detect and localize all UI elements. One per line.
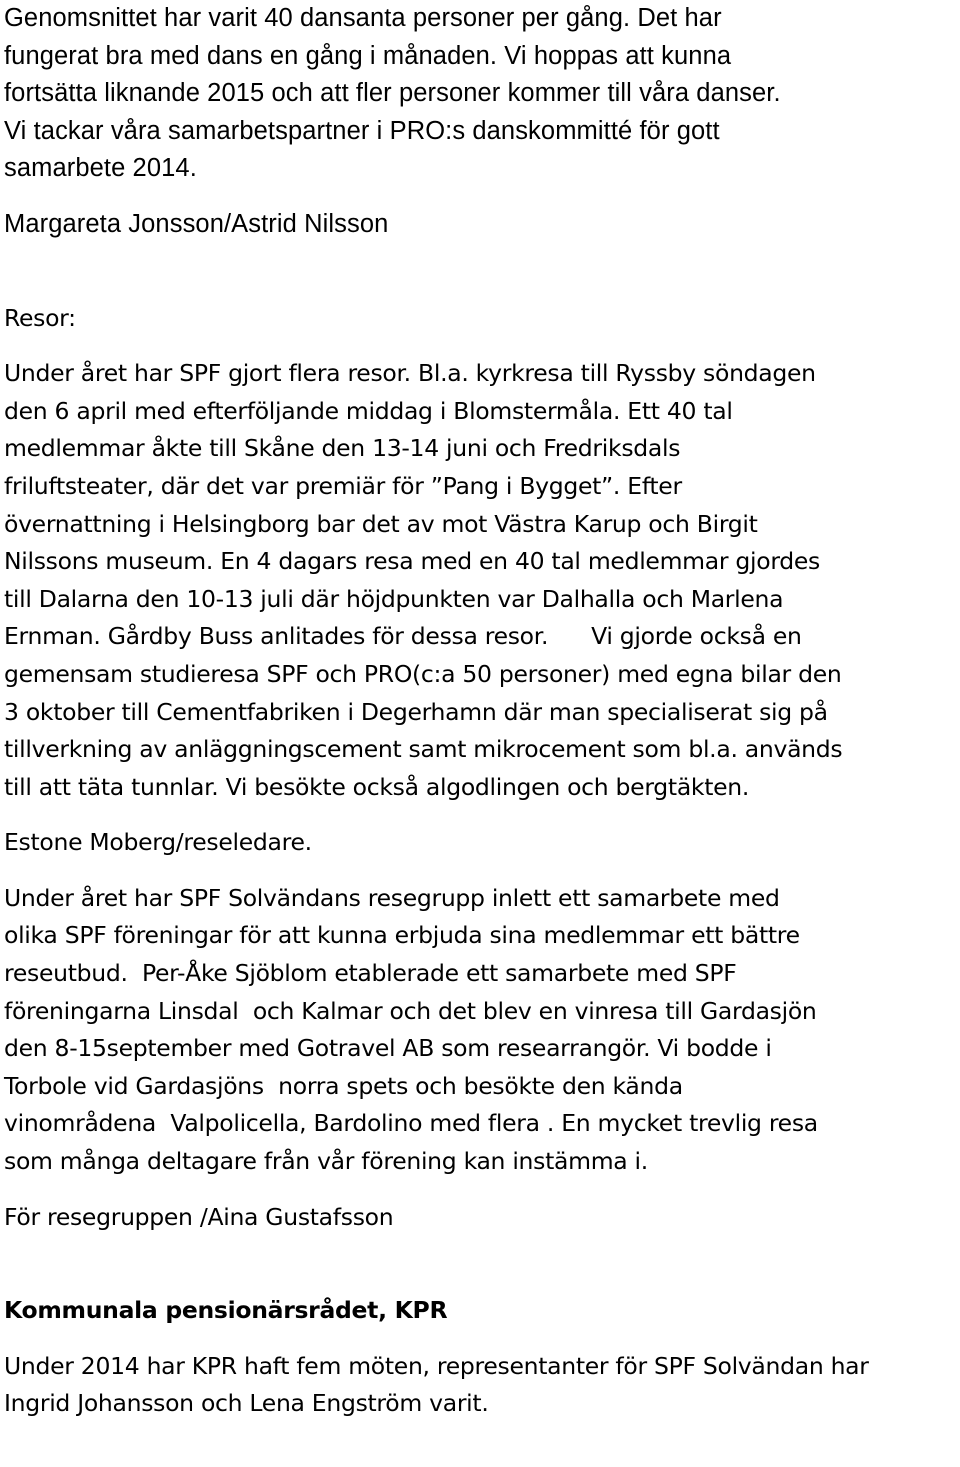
text-line: den 6 april med efterföljande middag i Blomstermåla. Ett 40 tal: [4, 396, 733, 425]
text-line: som många deltagare från vår förening kan instämma i.: [4, 1147, 648, 1176]
text-line: reseutbud. Per-Åke Sjöblom etablerade ett samarbete med SPF: [4, 959, 737, 988]
kpr-heading: Kommunala pensionärsrådet, KPR: [4, 1296, 448, 1325]
document-page: [4, 0, 956, 1423]
text-line: friluftsteater, där det var premiär för ”Pang i Bygget”. Efter: [4, 471, 682, 500]
spacer: [4, 1181, 956, 1199]
text-line: övernattning i Helsingborg bar det av mot Västra Karup och Birgit: [4, 509, 758, 538]
spacer: [4, 1236, 956, 1292]
text-line: till att täta tunnlar. Vi besökte också algodlingen och bergtäkten.: [4, 772, 750, 801]
kpr-paragraph: [4, 1348, 956, 1423]
spacer: [4, 337, 956, 355]
text-line: tillverkning av anläggningscement samt mikrocement som bl.a. används: [4, 735, 843, 764]
text-line: till Dalarna den 10-13 juli där höjdpunkten var Dalhalla och Marlena: [4, 584, 784, 613]
dance-paragraph: [4, 0, 956, 188]
text-line: olika SPF föreningar för att kunna erbjuda sina medlemmar ett bättre: [4, 921, 800, 950]
spacer: [4, 862, 956, 880]
text-line: Under 2014 har KPR haft fem möten, representanter för SPF Solvändan har: [4, 1351, 869, 1380]
text-line: gemensam studieresa SPF och PRO(c:a 50 personer) med egna bilar den: [4, 659, 842, 688]
spacer: [4, 244, 956, 300]
text-line: Ingrid Johansson och Lena Engström varit.: [4, 1389, 489, 1418]
text-line: vinområdena Valpolicella, Bardolino med flera . En mycket trevlig resa: [4, 1109, 818, 1138]
text-line: Ernman. Gårdby Buss anlitades för dessa resor. Vi gjorde också en: [4, 622, 802, 651]
travel-paragraph-2: [4, 880, 956, 1181]
text-line: Torbole vid Gardasjöns norra spets och besökte den kända: [4, 1071, 683, 1100]
text-line: fungerat bra med dans en gång i månaden. Vi hoppas att kunna: [4, 41, 732, 70]
text-line: Vi tackar våra samarbetspartner i PRO:s danskommitté för gott: [4, 116, 720, 145]
text-line: Nilssons museum. En 4 dagars resa med en 40 tal medlemmar gjordes: [4, 547, 820, 576]
text-line: medlemmar åkte till Skåne den 13-14 juni och Fredriksdals: [4, 434, 681, 463]
text-line: Under året har SPF gjort flera resor. Bl.a. kyrkresa till Ryssby söndagen: [4, 359, 816, 388]
text-line: Genomsnittet har varit 40 dansanta personer per gång. Det har: [4, 4, 722, 32]
spacer: [4, 806, 956, 824]
spacer: [4, 1330, 956, 1348]
dance-signature: Margareta Jonsson/Astrid Nilsson: [4, 209, 389, 238]
travel-heading: Resor:: [4, 303, 76, 332]
text-line: föreningarna Linsdal och Kalmar och det blev en vinresa till Gardasjön: [4, 996, 817, 1025]
text-line: Under året har SPF Solvändans resegrupp inlett ett samarbete med: [4, 883, 780, 912]
text-line: fortsätta liknande 2015 och att fler personer kommer till våra danser.: [4, 79, 781, 108]
travel-signature-1: Estone Moberg/reseledare.: [4, 828, 312, 857]
travel-signature-2: För resegruppen /Aina Gustafsson: [4, 1202, 394, 1231]
travel-paragraph-1: [4, 355, 956, 806]
spacer: [4, 188, 956, 206]
text-line: 3 oktober till Cementfabriken i Degerhamn där man specialiserat sig på: [4, 697, 828, 726]
text-line: samarbete 2014.: [4, 154, 197, 183]
text-line: den 8-15september med Gotravel AB som researrangör. Vi bodde i: [4, 1034, 772, 1063]
